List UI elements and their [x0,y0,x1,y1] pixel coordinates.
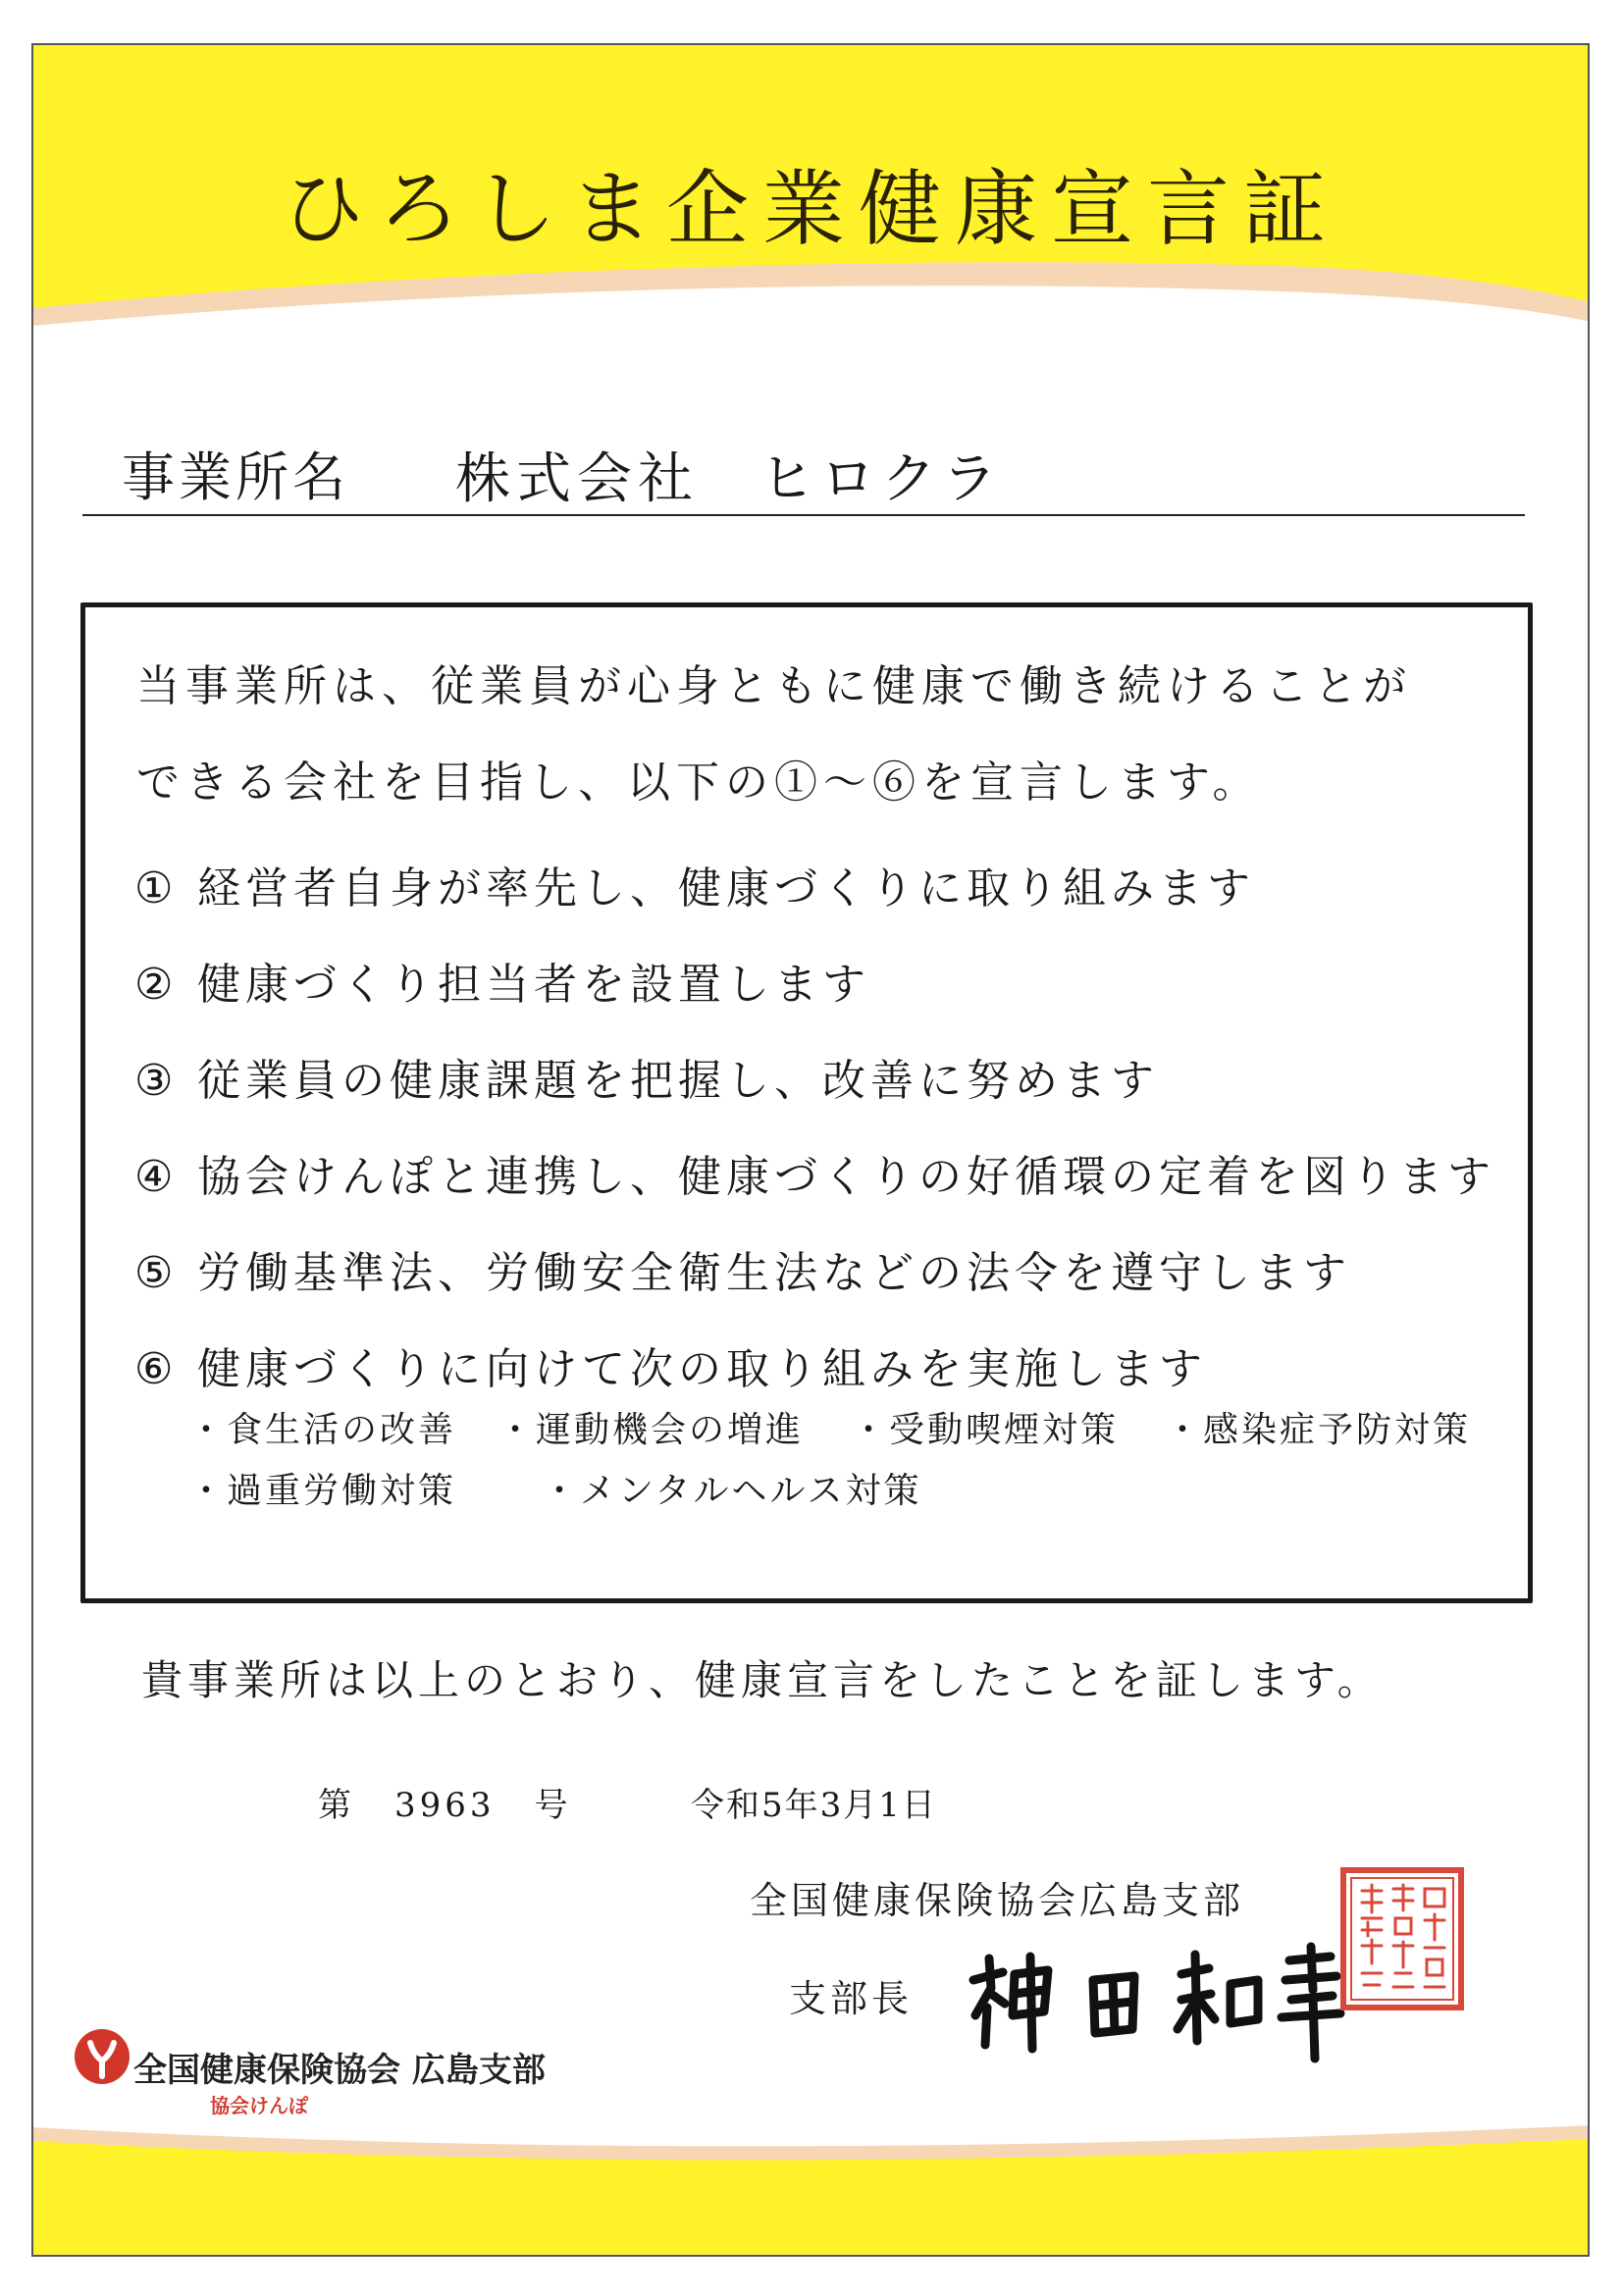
item-text: 労働基準法、労働安全衛生法などの法令を遵守します [197,1248,1351,1298]
declaration-intro-line-1: 当事業所は、従業員が心身ともに健康で働き続けることが [136,661,1412,711]
bullet-item: ・過重労働対策 [188,1471,457,1511]
certificate-date: 令和5年3月1日 [691,1786,937,1825]
declaration-intro-line-2: できる会社を目指し、以下の①～⑥を宣言します。 [136,757,1262,808]
certificate-frame [31,43,1590,2257]
certification-statement: 貴事業所は以上のとおり、健康宣言をしたことを証します。 [141,1656,1384,1704]
bottom-yellow-band [33,2108,1588,2255]
item-text: 健康づくり担当者を設置します [197,960,870,1010]
declaration-box [80,602,1533,1603]
office-label: 事業所名 [122,446,349,508]
bullet-item: ・メンタルヘルス対策 [542,1471,922,1511]
top-yellow-band [33,45,1588,339]
declaration-item [134,949,870,1012]
office-name-row [82,436,1525,516]
issuer-name: 全国健康保険協会広島支部 [750,1879,1245,1922]
item-text: 従業員の健康課題を把握し、改善に努めます [197,1056,1159,1106]
handwritten-signature [946,1939,1358,2066]
bullet-item: ・運動機会の増進 [497,1410,805,1450]
item-text: 経営者自身が率先し、健康づくりに取り組みます [197,863,1255,913]
item-number: ③ [134,1056,179,1106]
logo-organization-name: 全国健康保険協会 広島支部 [133,2051,546,2090]
item-number: ⑤ [134,1248,179,1298]
number-suffix: 号 [534,1786,572,1825]
certificate-title: ひろしま企業健康宣言証 [281,161,1339,257]
bullet-item: ・受動喫煙対策 [851,1410,1120,1450]
number-prefix: 第 [318,1786,355,1825]
item-text: 協会けんぽと連携し、健康づくりの好循環の定着を図ります [197,1152,1495,1202]
item-number: ⑥ [134,1344,179,1394]
item-number: ① [134,863,179,913]
kyokai-kenpo-logo-icon [73,2027,131,2086]
item-text: 健康づくりに向けて次の取り組みを実施します [197,1344,1207,1394]
item-number: ② [134,960,179,1010]
certificate-number [318,1778,572,1826]
declaration-item [134,1333,1207,1396]
item-number: ④ [134,1152,179,1202]
declaration-item [134,1141,1495,1204]
number-value: 3963 [394,1786,496,1825]
bullet-item: ・食生活の改善 [188,1410,457,1450]
office-name: 株式会社 ヒロクラ [455,447,1003,511]
declaration-item [134,1237,1351,1300]
declaration-item [134,1045,1159,1108]
bullet-item: ・感染症予防対策 [1165,1410,1472,1450]
declaration-item [134,853,1255,915]
branch-head-title: 支部長 [789,1977,914,2020]
logo-subtitle: 協会けんぽ [210,2094,308,2117]
official-seal-stamp [1338,1865,1466,2012]
